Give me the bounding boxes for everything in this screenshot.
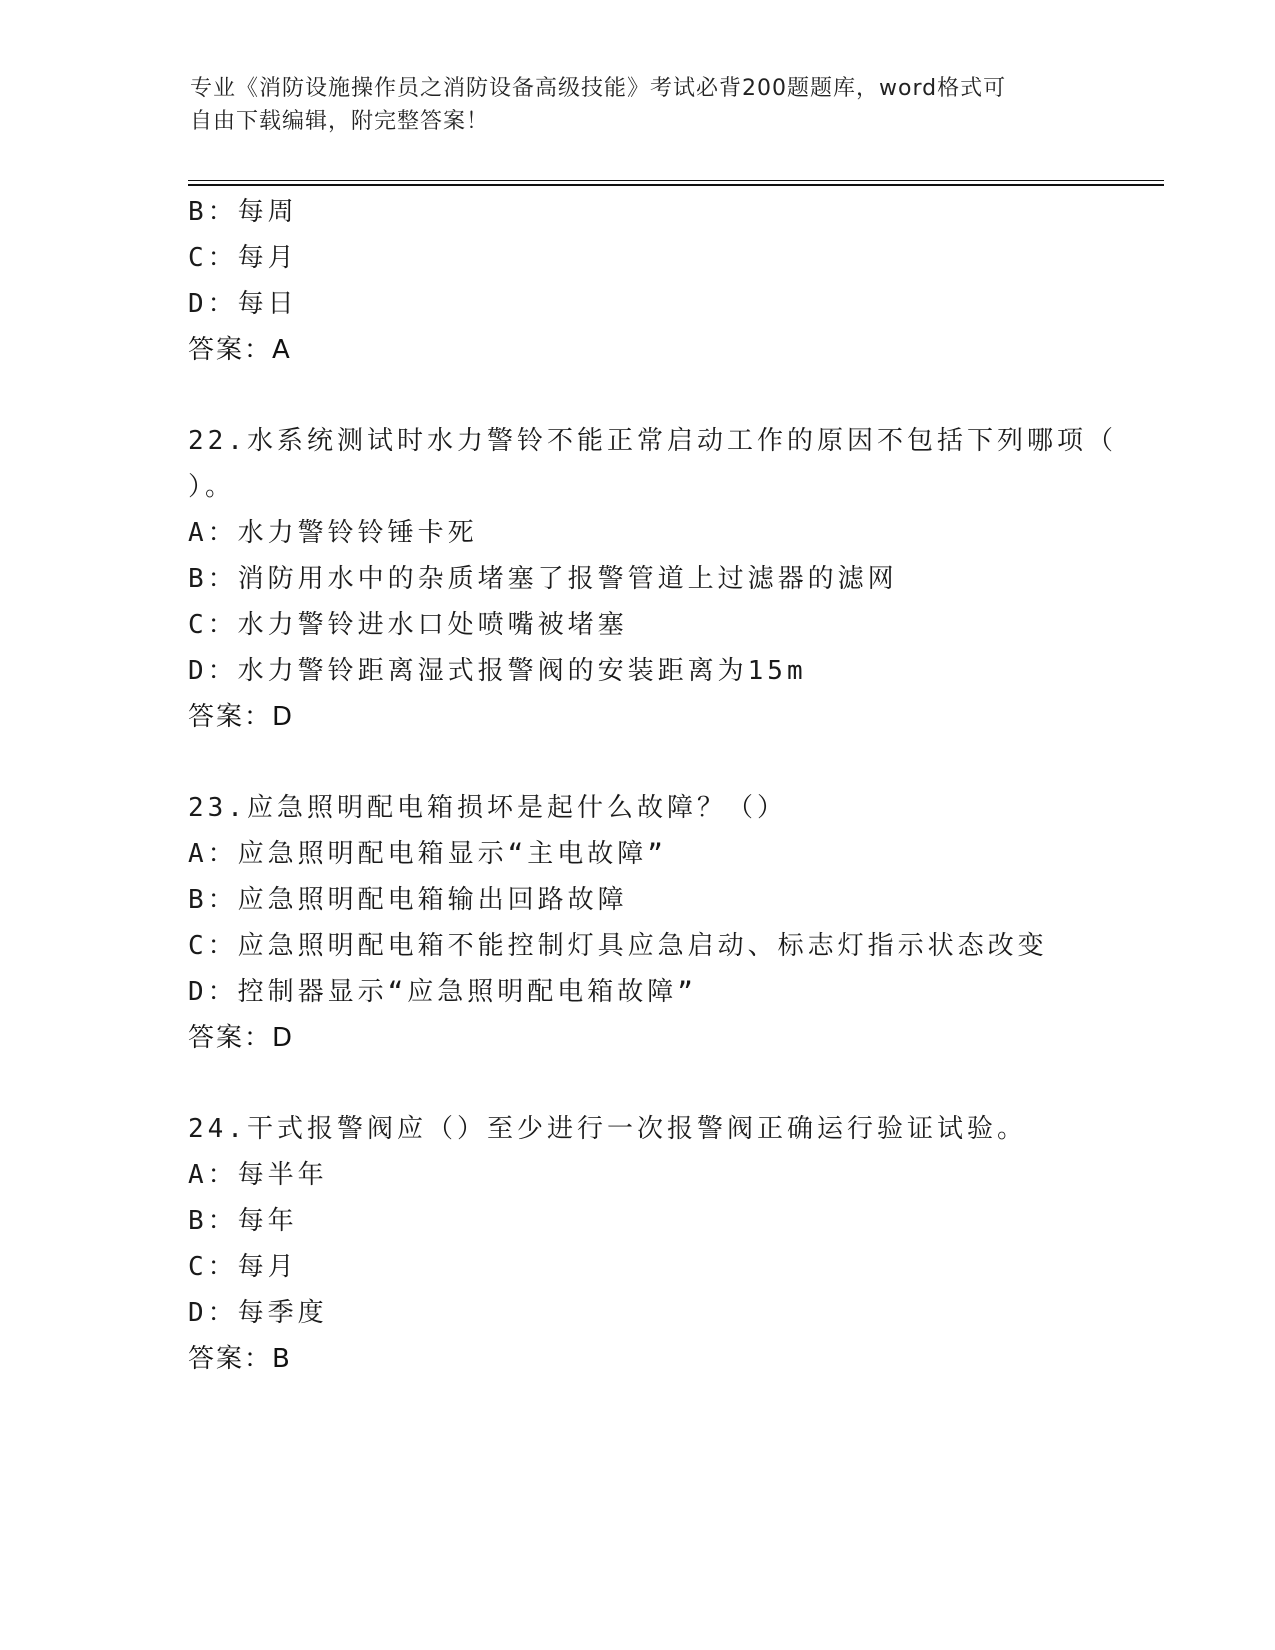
answer: 答案：D (188, 1023, 295, 1053)
option-b: B：每周 (188, 197, 298, 227)
option-c: C：每月 (188, 1252, 298, 1282)
option-d: D：控制器显示“应急照明配电箱故障” (188, 977, 697, 1007)
option-b: B：消防用水中的杂质堵塞了报警管道上过滤器的滤网 (188, 564, 898, 594)
header-rule-thin (188, 180, 1164, 181)
option-a: A：应急照明配电箱显示“主电故障” (188, 839, 667, 869)
question-stem: 22.水系统测试时水力警铃不能正常启动工作的原因不包括下列哪项（ (188, 426, 1117, 456)
question-21-tail (188, 189, 1088, 373)
option-c: C：水力警铃进水口处喷嘴被堵塞 (188, 610, 628, 640)
option-b: B：应急照明配电箱输出回路故障 (188, 885, 628, 915)
document-header (190, 72, 1090, 138)
option-c: C：应急照明配电箱不能控制灯具应急启动、标志灯指示状态改变 (188, 931, 1048, 961)
question-stem-continued: ）。 (188, 472, 236, 502)
question-23 (188, 785, 1088, 1061)
header-line-2: 自由下载编辑，附完整答案！ (190, 109, 490, 134)
option-d: D：水力警铃距离湿式报警阀的安装距离为15m (188, 656, 807, 686)
option-d: D：每季度 (188, 1298, 328, 1328)
question-22 (188, 418, 1117, 740)
option-d: D：每日 (188, 289, 298, 319)
answer: 答案：A (188, 335, 292, 365)
question-stem: 24.干式报警阀应（）至少进行一次报警阀正确运行验证试验。 (188, 1114, 1027, 1144)
option-a: A：每半年 (188, 1160, 328, 1190)
option-c: C：每月 (188, 243, 298, 273)
option-b: B：每年 (188, 1206, 298, 1236)
question-stem: 23.应急照明配电箱损坏是起什么故障？（） (188, 793, 787, 823)
option-a: A：水力警铃铃锤卡死 (188, 518, 478, 548)
header-rule-thick (188, 184, 1164, 186)
question-24 (188, 1106, 1088, 1382)
answer: 答案：B (188, 1344, 292, 1374)
header-line-1: 专业《消防设施操作员之消防设备高级技能》考试必背200题题库，word格式可 (190, 76, 1007, 101)
question-list (188, 189, 1117, 1382)
answer: 答案：D (188, 702, 295, 732)
